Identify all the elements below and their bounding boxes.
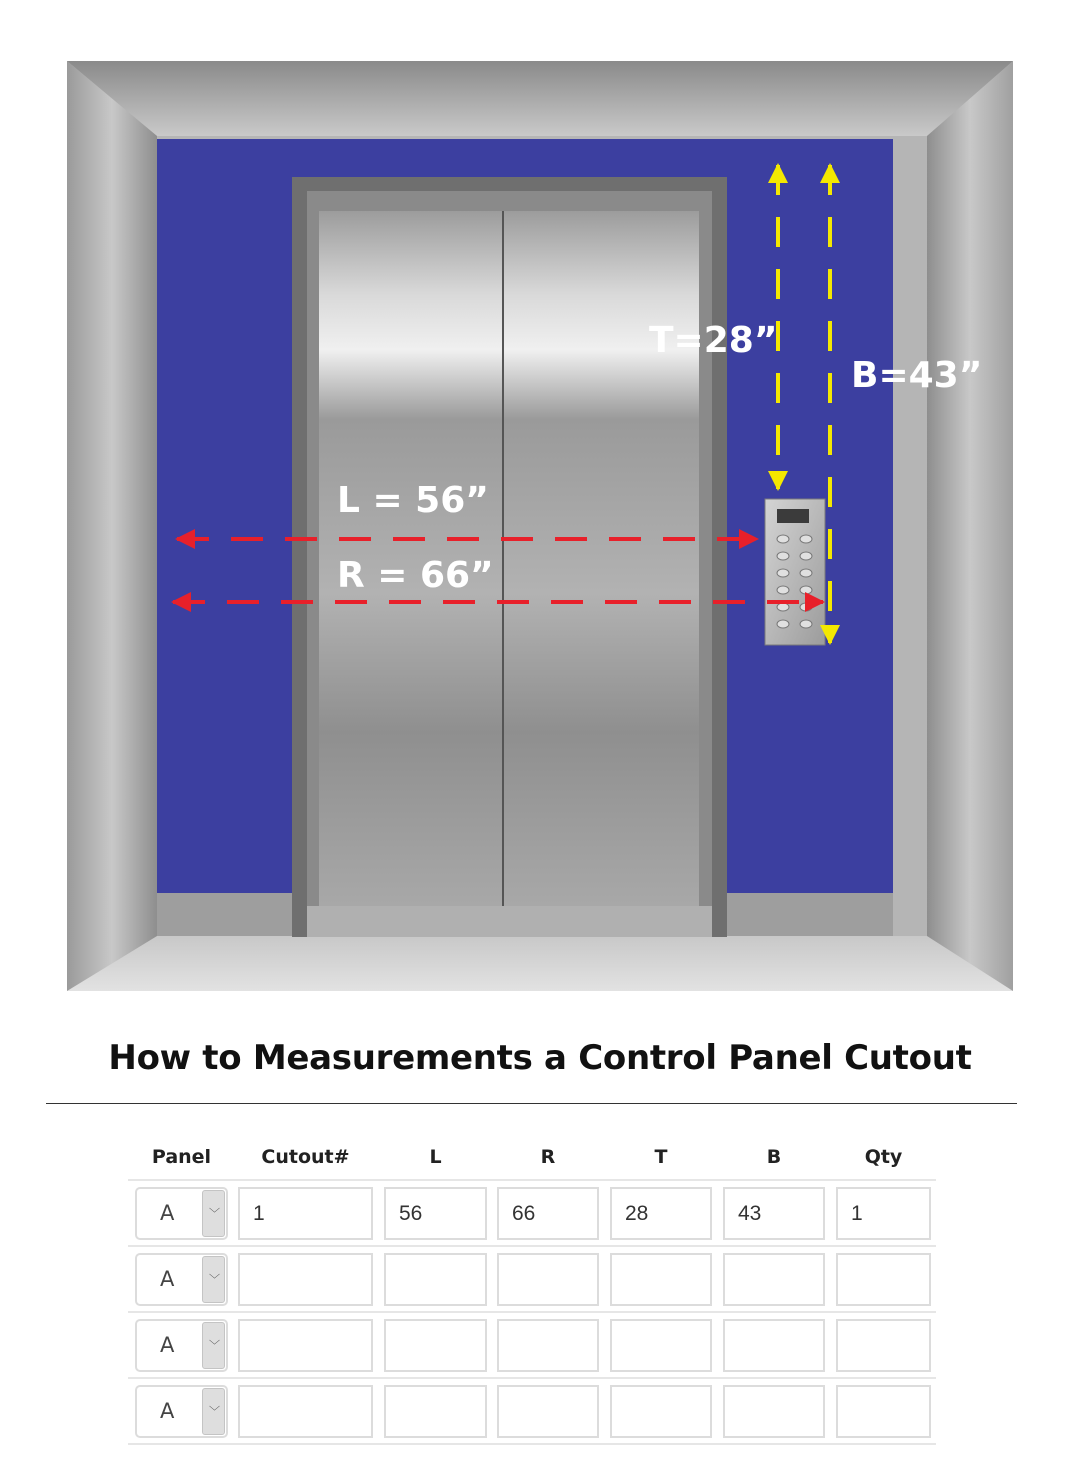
kick-plate-right: [727, 893, 893, 936]
l-field[interactable]: [384, 1253, 487, 1306]
t-field[interactable]: [610, 1319, 712, 1372]
header-cutout: Cutout#: [261, 1146, 350, 1168]
r-field[interactable]: [497, 1253, 599, 1306]
b-field[interactable]: [723, 1319, 825, 1372]
qty-field[interactable]: 1: [836, 1187, 931, 1240]
panel-select-value: A: [160, 1267, 175, 1291]
panel-select[interactable]: [135, 1253, 228, 1306]
cutout-field[interactable]: [238, 1319, 373, 1372]
row-divider: [128, 1311, 936, 1313]
qty-field[interactable]: [836, 1385, 931, 1438]
panel-select-value: A: [160, 1399, 175, 1423]
header-panel: Panel: [151, 1146, 212, 1168]
r-field[interactable]: [497, 1319, 599, 1372]
panel-select[interactable]: [135, 1319, 228, 1372]
b-field[interactable]: [723, 1253, 825, 1306]
qty-field[interactable]: [836, 1253, 931, 1306]
divider: [46, 1103, 1017, 1104]
t-field[interactable]: [610, 1385, 712, 1438]
header-t: T: [654, 1146, 668, 1168]
floor: [67, 936, 1013, 991]
t-measure-label: T=28”: [649, 320, 778, 361]
row-divider: [128, 1245, 936, 1247]
qty-field[interactable]: [836, 1319, 931, 1372]
l-measure-label: L = 56”: [337, 480, 489, 521]
r-measure-label: R = 66”: [337, 555, 494, 596]
page-title: How to Measurements a Control Panel Cutout: [108, 1038, 972, 1078]
right-side-wall: [927, 61, 1013, 991]
panel-select[interactable]: [135, 1385, 228, 1438]
t-field[interactable]: 28: [610, 1187, 712, 1240]
chevron-down-icon[interactable]: ﹀: [202, 1190, 225, 1237]
l-field[interactable]: 56: [384, 1187, 487, 1240]
header-r: R: [540, 1146, 556, 1168]
left-side-wall: [67, 61, 157, 991]
panel-select-value: A: [160, 1333, 175, 1357]
right-door: [504, 211, 699, 906]
chevron-down-icon[interactable]: ﹀: [202, 1322, 225, 1369]
cutout-field[interactable]: 1: [238, 1187, 373, 1240]
header-qty: Qty: [864, 1146, 903, 1168]
l-field[interactable]: [384, 1319, 487, 1372]
r-field[interactable]: [497, 1385, 599, 1438]
header-b: B: [766, 1146, 782, 1168]
cutout-field[interactable]: [238, 1253, 373, 1306]
b-measure-label: B=43”: [851, 355, 983, 396]
chevron-down-icon[interactable]: ﹀: [202, 1388, 225, 1435]
cutout-field[interactable]: [238, 1385, 373, 1438]
r-field[interactable]: 66: [497, 1187, 599, 1240]
panel-select-value: A: [160, 1201, 175, 1225]
chevron-down-icon[interactable]: ﹀: [202, 1256, 225, 1303]
b-field[interactable]: 43: [723, 1187, 825, 1240]
header-l: L: [429, 1146, 442, 1168]
t-field[interactable]: [610, 1253, 712, 1306]
header-underline: [128, 1179, 936, 1181]
kick-plate-left: [157, 893, 292, 936]
ceiling: [67, 61, 1013, 136]
l-field[interactable]: [384, 1385, 487, 1438]
row-divider: [128, 1443, 936, 1445]
row-divider: [128, 1377, 936, 1379]
panel-select[interactable]: [135, 1187, 228, 1240]
control-panel-keypad: [765, 499, 825, 645]
b-field[interactable]: [723, 1385, 825, 1438]
elevator-diagram: [67, 61, 1013, 991]
